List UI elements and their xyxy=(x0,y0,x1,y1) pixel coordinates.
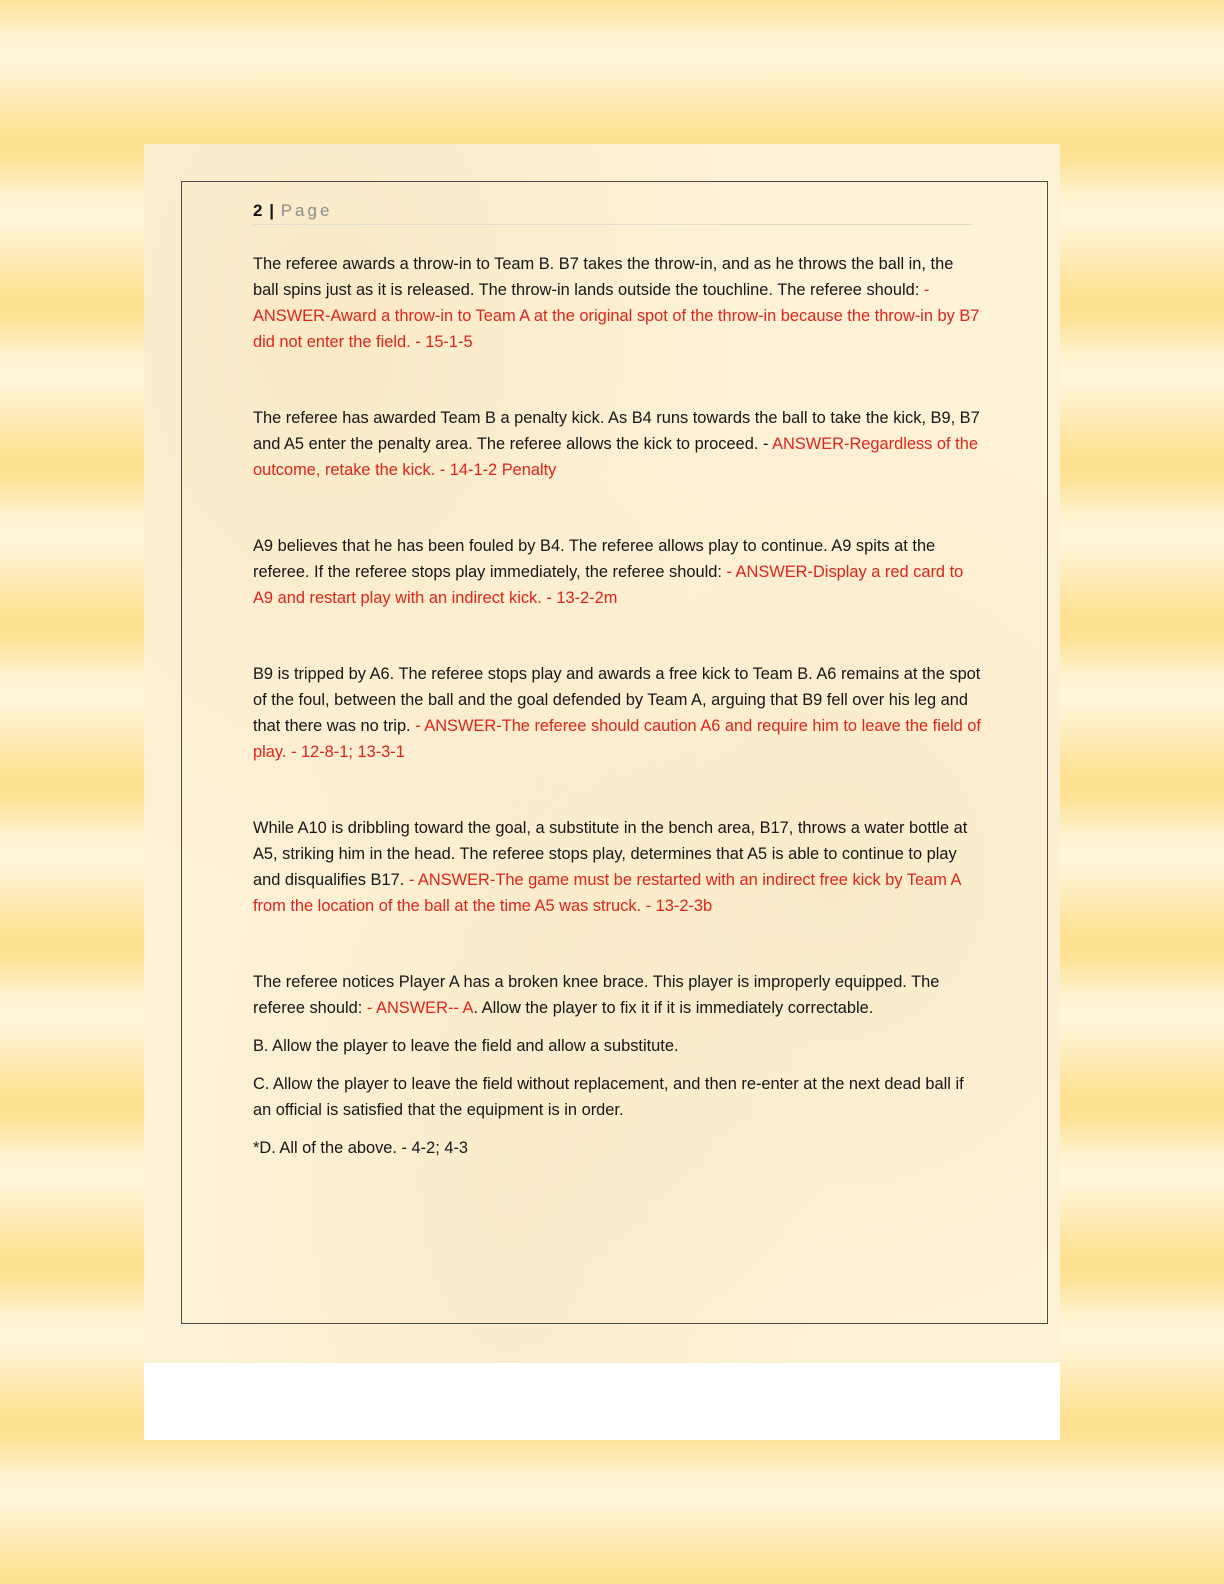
header-separator: | xyxy=(269,201,274,220)
question-2 xyxy=(253,405,983,483)
option-a: . Allow the player to fix it if it is immediately correctable. xyxy=(473,999,874,1017)
answer-text: - ANSWER-The game must be restarted with an indirect free kick by Team A from the location of the ball at the time A5 was struck. - 13-2-3b xyxy=(253,871,961,915)
question-4 xyxy=(253,661,983,765)
option-b: B. Allow the player to leave the field and allow a substitute. xyxy=(253,1037,679,1055)
question-5 xyxy=(253,815,983,919)
question-text: The referee has awarded Team B a penalty kick. As B4 runs towards the ball to take the kick, B9, B7 and A5 enter the penalty area. The referee allows the kick to proceed. - xyxy=(253,409,980,453)
document-body xyxy=(253,251,983,1161)
answer-text: - ANSWER-The referee should caution A6 and require him to leave the field of play. - 12-8-1; 13-3-1 xyxy=(253,717,981,761)
page-number: 2 xyxy=(253,201,263,220)
answer-text: ANSWER-Regardless of the outcome, retake the kick. - 14-1-2 Penalty xyxy=(253,435,978,479)
answer-text: - ANSWER-Display a red card to A9 and restart play with an indirect kick. - 13-2-2m xyxy=(253,563,964,607)
answer-text: - ANSWER-- A xyxy=(366,999,474,1017)
option-d: *D. All of the above. - 4-2; 4-3 xyxy=(253,1139,469,1157)
answer-text: - ANSWER-Award a throw-in to Team A at the original spot of the throw-in because the throw-in by B7 did not enter the field. - 15-1-5 xyxy=(253,281,980,351)
question-text: While A10 is dribbling toward the goal, a substitute in the bench area, B17, throws a water bottle at A5, striking him in the head. The referee stops play, determines that A5 is able to continue to play and disqualifies B17. xyxy=(253,819,968,889)
option-c: C. Allow the player to leave the field without replacement, and then re-enter at the next dead ball if an official is satisfied that the equipment is in order. xyxy=(253,1075,964,1119)
question-text: A9 believes that he has been fouled by B4. The referee allows play to continue. A9 spits at the referee. If the referee stops play immediately, the referee should: xyxy=(253,537,936,581)
page-header xyxy=(253,200,973,225)
question-text: The referee awards a throw-in to Team B. B7 takes the throw-in, and as he throws the ball in, the ball spins just as it is released. The throw-in lands outside the touchline. The referee should: xyxy=(253,255,954,299)
document-sheet xyxy=(144,144,1060,1440)
question-3 xyxy=(253,533,983,611)
question-6 xyxy=(253,969,983,1021)
question-text: The referee notices Player A has a broken knee brace. This player is improperly equipped. The referee should: xyxy=(253,973,940,1017)
question-1 xyxy=(253,251,983,355)
page-label: Page xyxy=(280,201,333,220)
question-text: B9 is tripped by A6. The referee stops play and awards a free kick to Team B. A6 remains at the spot of the foul, between the ball and the goal defended by Team A, arguing that B9 fell over his leg and that there was no trip. xyxy=(253,665,981,735)
